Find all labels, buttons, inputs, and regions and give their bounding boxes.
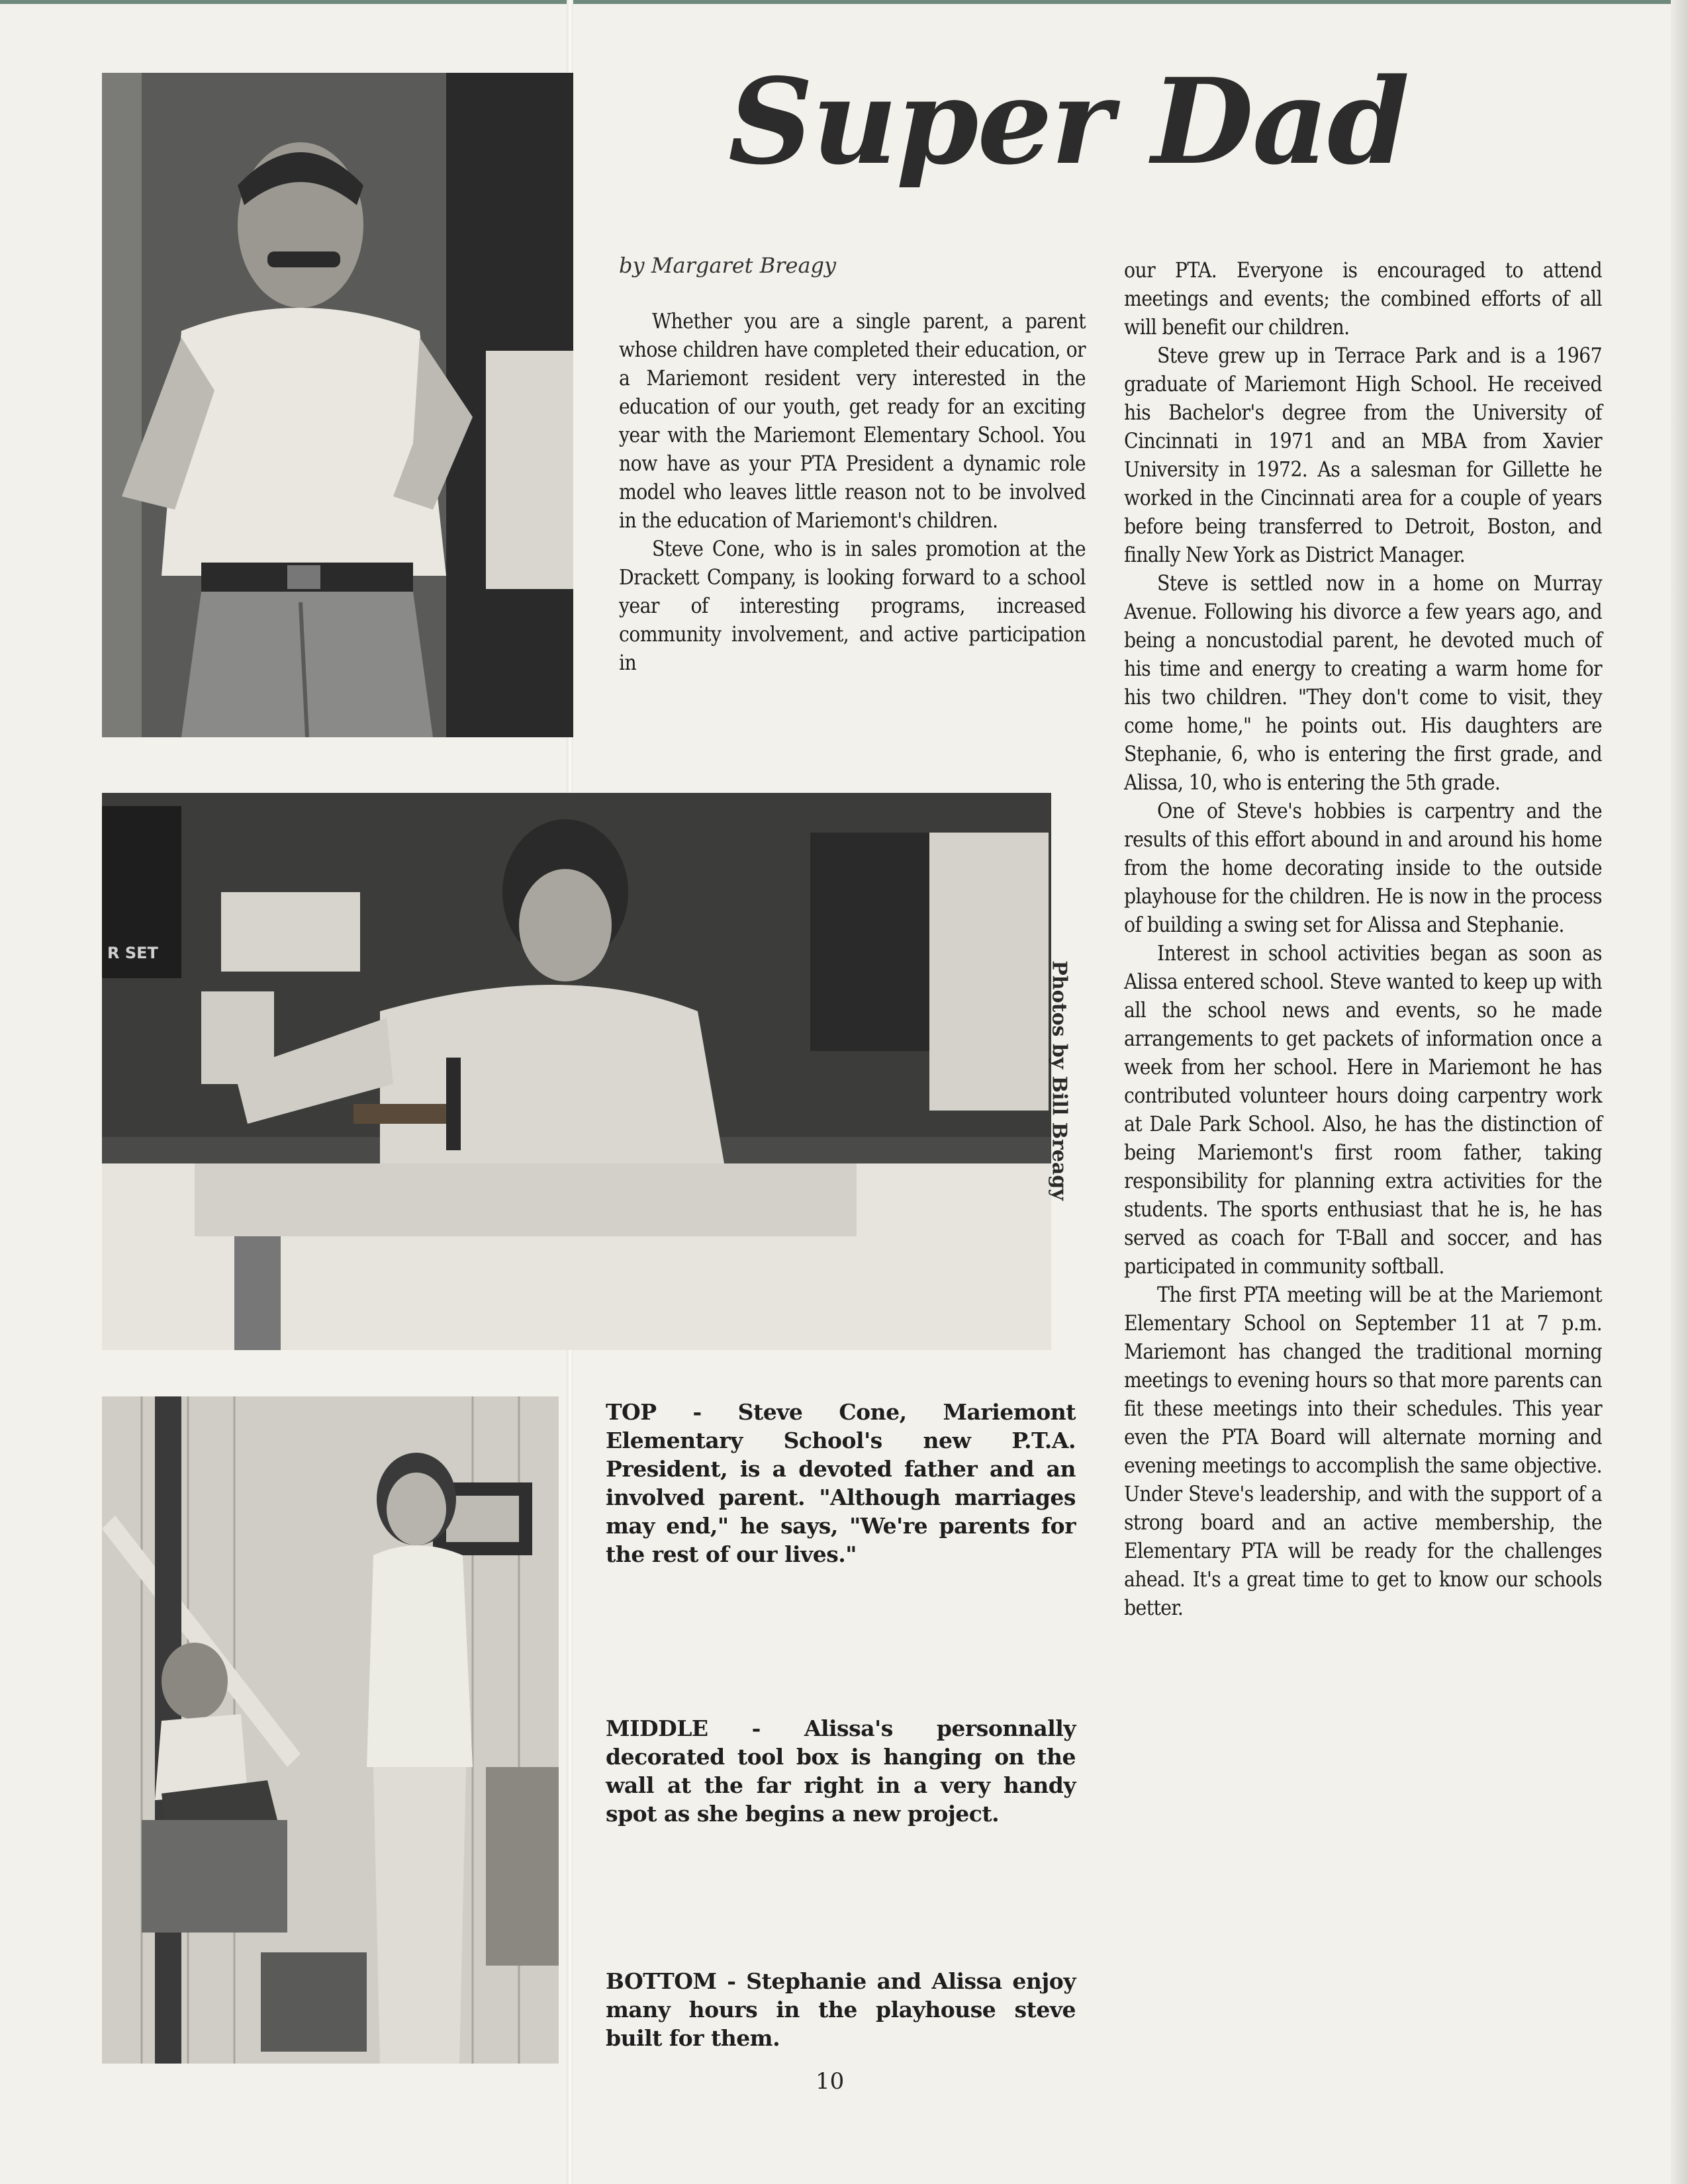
photo-alissa-workbench [102, 793, 1051, 1350]
column-a [619, 308, 1086, 678]
caption-top: TOP - Steve Cone, Mariemont Elementary School's new P.T.A. President, is a devoted father and an involved parent. "Although marriages may end," he says, "We're parents for the rest of our lives." [606, 1399, 1076, 1567]
paragraph: Steve grew up in Terrace Park and is a 1967 graduate of Mariemont High School. He received his Bachelor's degree from the University of Cincinnati in 1971 and an MBA from Xavier University in 1972. As a salesman for Gillette he worked in the Cincinnati area for a couple of years before being transferred to Detroit, Boston, and finally New York as District Manager. [1124, 344, 1602, 567]
top-edge [0, 0, 1688, 4]
photo-credit: Photos by Bill Breagy [1047, 960, 1071, 1201]
paragraph: Steve Cone, who is in sales promotion at the Drackett Company, is looking forward to a school year of interesting programs, increased community involvement, and active participation in [619, 537, 1086, 675]
paragraph: One of Steve's hobbies is carpentry and the results of this effort abound in and around his home from the home decorating inside to the outside playhouse for the children. He is now in the process of building a swing set for Alissa and Stephanie. [1124, 799, 1602, 937]
paragraph: The first PTA meeting will be at the Mariemont Elementary School on September 11 at 7 p.m. Mariemont has changed the traditional morning meetings to evening hours so that more parents can fit these meetings into their schedules. This year even the PTA Board will alternate morning and evening meetings to accomplish the same objective. Under Steve's leadership, and with the support of a strong board and an active membership, the Elementary PTA will be ready for the challenges ahead. It's a great time to get to know our schools better. [1124, 1283, 1602, 1620]
page-number: 10 [816, 2068, 845, 2095]
page-edge-shadow [1671, 0, 1688, 2184]
paragraph: Interest in school activities began as soon as Alissa entered school. Steve wanted to keep up with all the school news and events, so he made arrangements to get packets of information once a week from her school. Here in Mariemont he has contributed volunteer hours doing carpentry work at Dale Park School. Also, he has the distinction of being Mariemont's first room father, taking responsibility for planning extra activities for the students. The sports enthusiast that he is, he has served as coach for T-Ball and soccer, and has participated in community softball. [1124, 942, 1602, 1279]
caption-bottom: BOTTOM - Stephanie and Alissa enjoy many hours in the playhouse steve built for them. [606, 1968, 1076, 2051]
column-b [1124, 257, 1602, 1623]
paragraph: our PTA. Everyone is encouraged to attend meetings and events; the combined efforts of all will benefit our children. [1124, 259, 1602, 340]
photo-steve-cone [102, 73, 573, 737]
byline: by Margaret Breagy [619, 253, 837, 278]
article-title: Super Dad [728, 52, 1409, 191]
caption-middle: MIDDLE - Alissa's personnally decorated tool box is hanging on the wall at the far right in a very handy spot as she begins a new project. [606, 1715, 1076, 1827]
photo-sign-text: R SET [107, 944, 158, 962]
paragraph: Steve is settled now in a home on Murray Avenue. Following his divorce a few years ago, and being a noncustodial parent, he devoted much of his time and energy to creating a warm home for his two children. "They don't come to visit, they come home," he points out. His daughters are Stephanie, 6, who is entering the first grade, and Alissa, 10, who is entering the 5th grade. [1124, 572, 1602, 795]
paragraph: Whether you are a single parent, a parent whose children have completed their education, or a Mariemont resident very interested in the education of our youth, get ready for an exciting year with the Mariemont Elementary School. You now have as your PTA President a dynamic role model who leaves little reason not to be involved in the education of Mariemont's children. [619, 310, 1086, 533]
photo-stephanie-alissa-playhouse [102, 1396, 559, 2064]
